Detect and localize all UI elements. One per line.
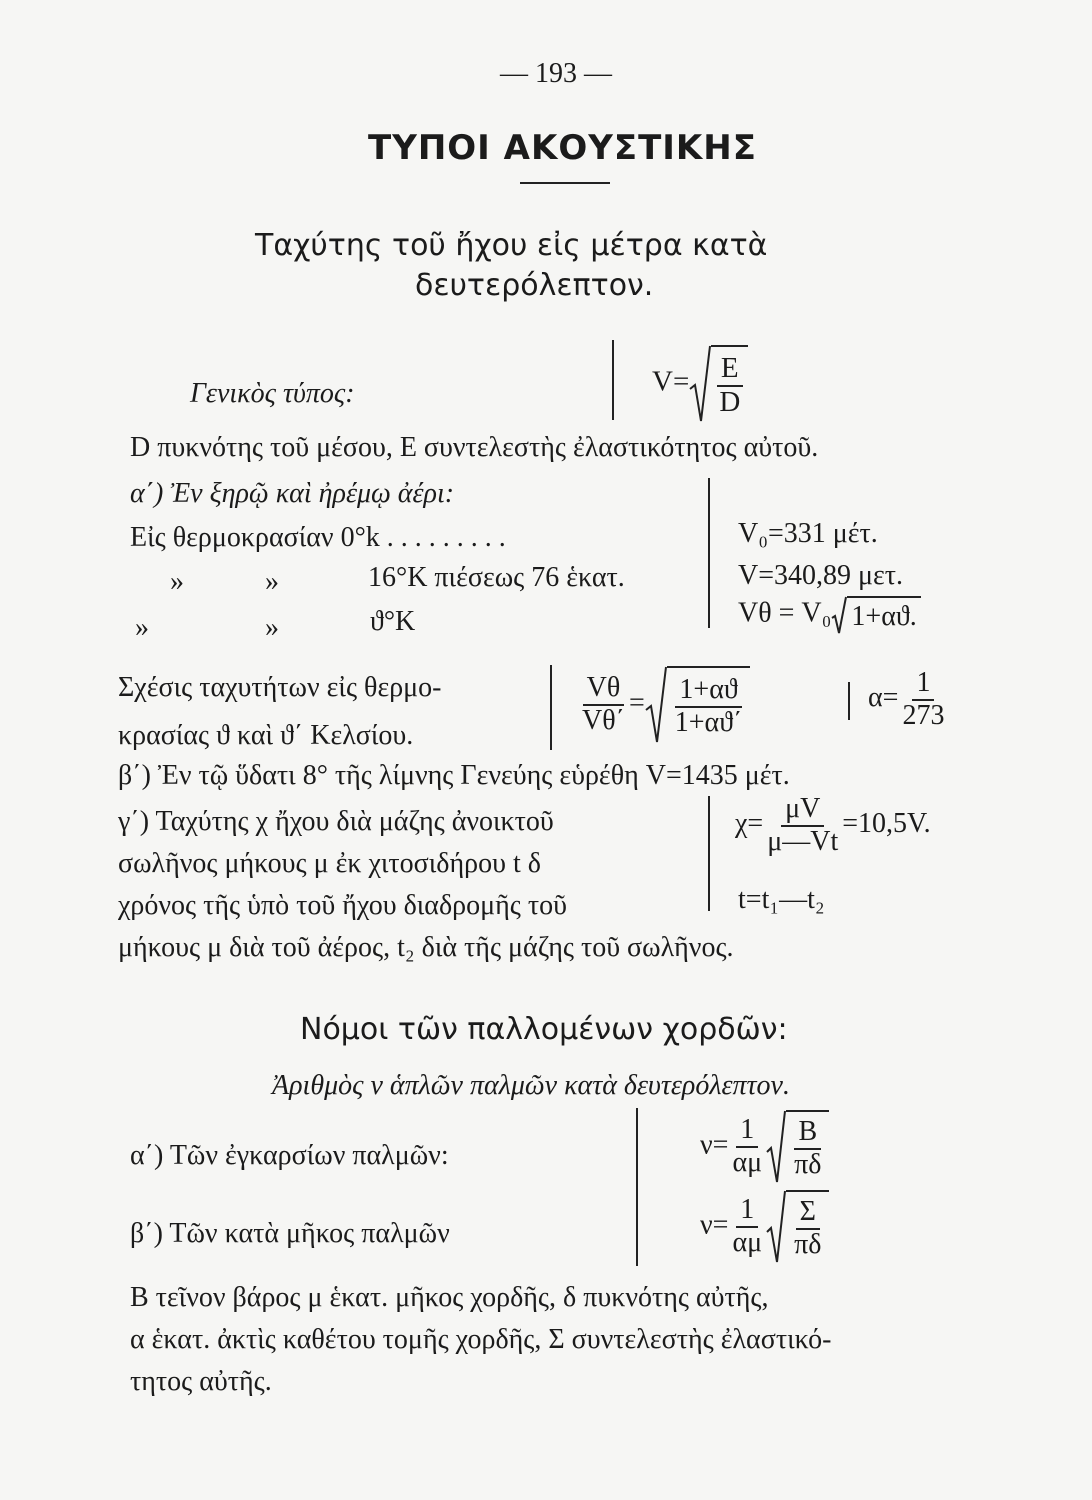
alpha-lhs: α= (868, 682, 899, 714)
alpha-den: 273 (902, 699, 945, 731)
gamma-lhs: χ= (735, 808, 764, 840)
gamma-time: t=t₁—t₂ (738, 884, 825, 915)
alpha-num: 1 (912, 668, 934, 701)
row2-value: V=340,89 μετ. (738, 560, 904, 591)
sqrt-sign (766, 1110, 829, 1184)
sqrt-sign (645, 666, 751, 744)
gamma-den: μ—Vt (767, 825, 839, 857)
row3-formula (738, 596, 921, 634)
section2-definition-line1: B τεῖνον βάρος μ ἑκατ. μῆκος χορδῆς, δ πυκνότης αὐτῆς, (130, 1282, 769, 1313)
transverse-den: αμ (732, 1147, 763, 1178)
subsection-a-heading: α΄) Ἐν ξηρῷ καὶ ἠρέμῳ ἀέρι: (130, 478, 455, 509)
ratio-den: Vθ΄ (582, 705, 625, 736)
row2-ditto-1: » (170, 566, 184, 597)
subsection-g-line3: χρόνος τῆς ὑπὸ τοῦ ἤχου διαδρομῆς τοῦ (118, 890, 567, 921)
section1-heading-line2: δευτερόλεπτον. (415, 268, 654, 303)
subsection-g-line2: σωλῆνος μήκους μ ἐκ χιτοσιδήρου t δ (118, 848, 541, 879)
transverse-lhs: ν= (700, 1129, 729, 1161)
row3-ditto-2: » (265, 612, 279, 643)
ratio-text-line1: Σχέσις ταχυτήτων εἰς θερμο- (118, 672, 442, 703)
general-formula-den: D (719, 386, 741, 418)
section2-definition-line2: α ἑκατ. ἀκτὶς καθέτου τομῆς χορδῆς, Σ συντελεστὴς ἐλαστικό- (130, 1324, 832, 1355)
row1-value: V₀=331 μέτ. (738, 518, 878, 549)
page-number: — 193 — (500, 58, 612, 89)
subsection-g-line4: μήκους μ διὰ τοῦ ἀέρος, t₂ διὰ τῆς μάζης τοῦ σωλῆνος. (118, 932, 734, 963)
alpha-divider (848, 682, 850, 720)
row3-formula-lhs: Vθ = V₀ (738, 597, 832, 629)
transverse-formula (700, 1110, 829, 1184)
transverse-num: 1 (736, 1115, 758, 1148)
ratio-text-line2: κρασίας ϑ καὶ ϑ΄ Κελσίου. (118, 720, 414, 751)
row3-label: ϑ°K (370, 606, 416, 637)
gamma-num: μV (781, 794, 824, 827)
sqrt-sign (689, 345, 748, 423)
longitudinal-rad-den: πδ (794, 1229, 822, 1260)
longitudinal-den: αμ (732, 1227, 763, 1258)
transverse-rad-num: B (794, 1117, 821, 1150)
longitudinal-formula (700, 1190, 829, 1264)
row2-label: 16°K πιέσεως 76 ἑκατ. (368, 562, 625, 593)
section2-subheading: Ἀριθμὸς ν ἁπλῶν παλμῶν κατὰ δευτερόλεπτον. (272, 1070, 790, 1101)
row3-formula-radicand: 1+αϑ. (847, 596, 920, 634)
definition-line: D πυκνότης τοῦ μέσου, E συντελεστὴς ἐλαστικότητος αὐτοῦ. (130, 432, 819, 463)
gamma-rhs: =10,5V. (842, 808, 931, 840)
transverse-rad-den: πδ (794, 1149, 822, 1180)
gamma-divider (708, 796, 710, 911)
longitudinal-num: 1 (736, 1195, 758, 1228)
longitudinal-lhs: ν= (700, 1209, 729, 1241)
general-formula (652, 345, 748, 423)
gamma-formula (735, 794, 931, 858)
ratio-divider (550, 665, 552, 750)
row3-ditto-1: » (135, 612, 149, 643)
general-formula-lhs: V= (652, 365, 690, 398)
general-formula-num: E (717, 353, 743, 387)
sqrt-sign (831, 596, 920, 634)
transverse-label: α΄) Τῶν ἐγκαρσίων παλμῶν: (130, 1140, 449, 1171)
alpha-formula (868, 668, 948, 732)
subsection-b-line: β΄) Ἐν τῷ ὕδατι 8° τῆς λίμνης Γενεύης εὑρέθη V=1435 μέτ. (118, 760, 790, 791)
ratio-rad-num: 1+αϑ (675, 675, 741, 708)
sqrt-sign (766, 1190, 829, 1264)
section2-divider (636, 1108, 638, 1266)
section1-heading-line1: Ταχύτης τοῦ ἤχου εἰς μέτρα κατὰ (255, 228, 768, 263)
table-divider (708, 478, 710, 628)
ratio-equals: = (628, 687, 645, 719)
row2-ditto-2: » (265, 566, 279, 597)
section2-definition-line3: τητος αὐτῆς. (130, 1366, 272, 1397)
formula-divider (612, 340, 614, 420)
row1-label: Εἰς θερμοκρασίαν 0°k . . . . . . . . . (130, 522, 506, 553)
ratio-num: Vθ (583, 673, 625, 706)
title-rule (520, 182, 610, 184)
subsection-g-line1: γ΄) Ταχύτης χ ἤχου διὰ μάζης ἀνοικτοῦ (118, 806, 554, 837)
ratio-formula (578, 666, 750, 744)
longitudinal-rad-num: Σ (796, 1197, 820, 1230)
page-title: ΤΥΠΟΙ ΑΚΟΥΣΤΙΚΗΣ (368, 128, 757, 168)
general-formula-label: Γενικὸς τύπος: (190, 378, 355, 409)
longitudinal-label: β΄) Τῶν κατὰ μῆκος παλμῶν (130, 1218, 450, 1249)
section2-heading: Νόμοι τῶν παλλομένων χορδῶν: (300, 1012, 788, 1047)
ratio-rad-den: 1+αϑ΄ (674, 707, 743, 738)
